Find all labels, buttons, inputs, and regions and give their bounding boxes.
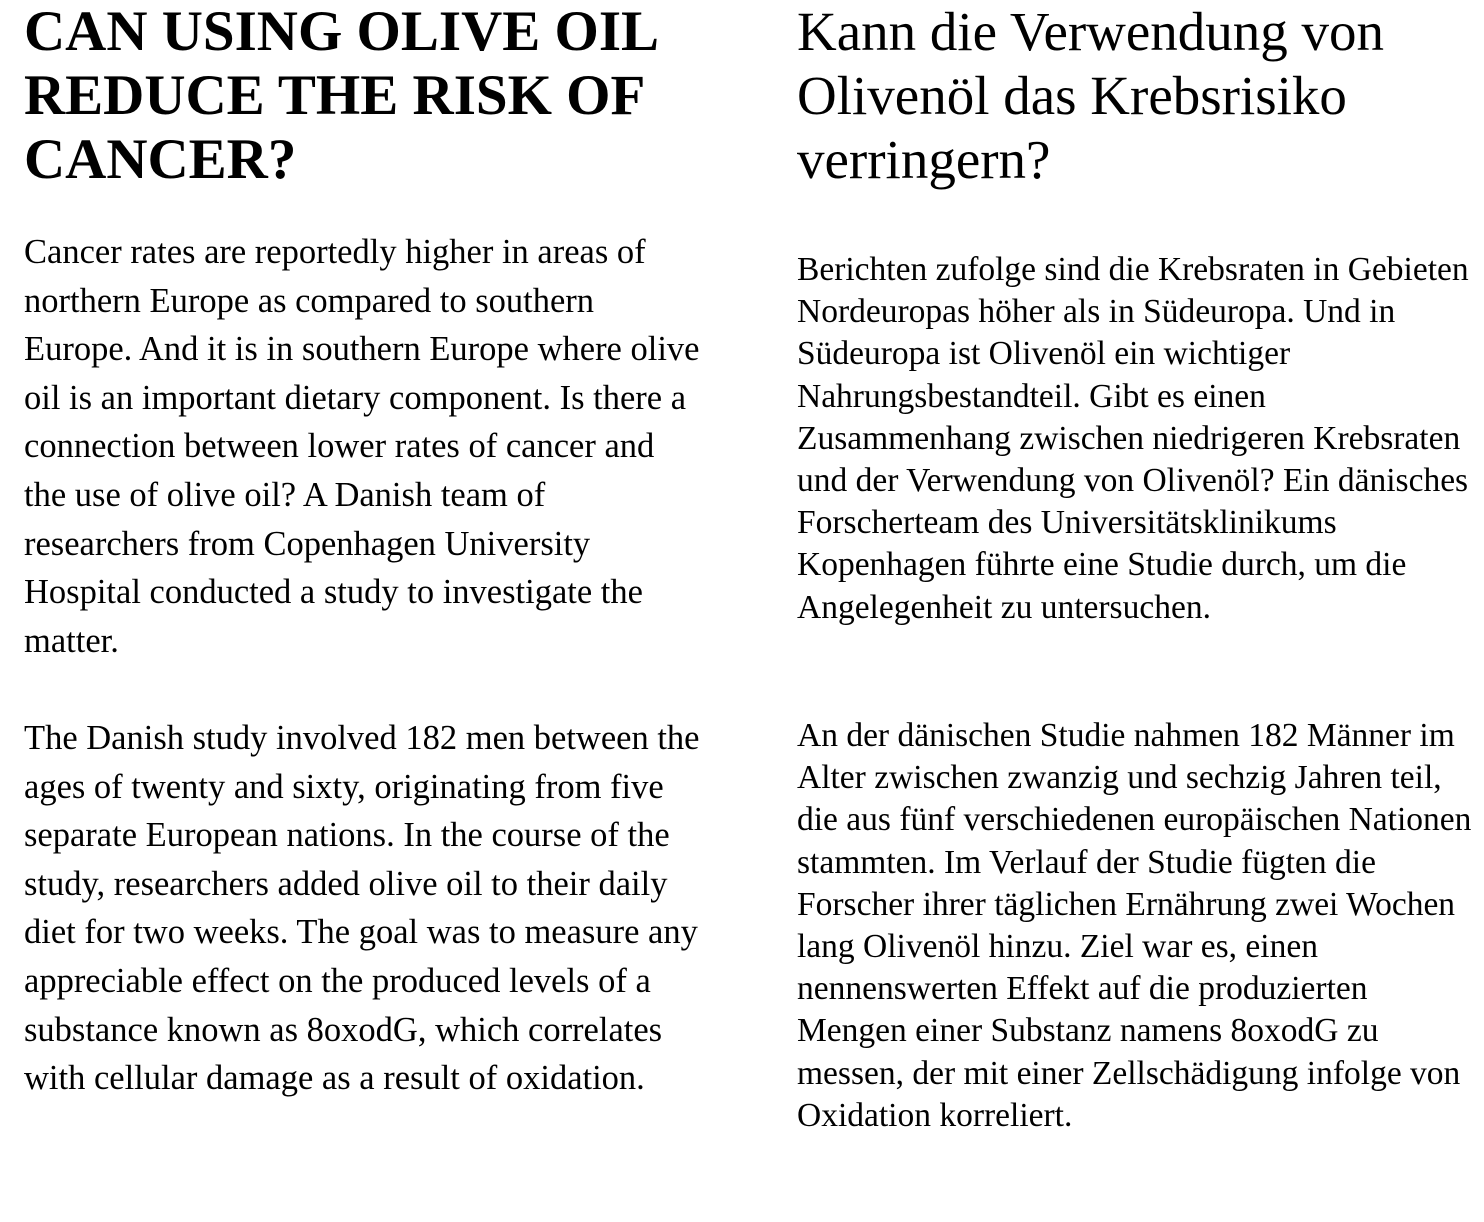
english-title: CAN USING OLIVE OIL REDUCE THE RISK OF CANCER? [24, 0, 656, 191]
german-paragraph-2: An der dänischen Studie nahmen 182 Männer im Alter zwischen zwanzig und sechzig Jahren teil, die aus fünf verschiedenen europäischen Nationen stammten. Im Verlauf der Studie fügten die Forscher ihrer täglichen Ernährung zwei Wochen lang Olivenöl hinzu. Ziel war es, einen nennenswerten Effekt auf die produzierten Mengen einer Substanz namens 8oxodG zu messen, der mit einer Zellschädigung infolge von Oxidation korreliert. [797, 717, 1472, 1134]
german-title: Kann die Verwendung von Olivenöl das Krebsrisiko verringern? [797, 1, 1385, 190]
german-paragraph-1: Berichten zufolge sind die Krebsraten in Gebieten Nordeuropas höher als in Südeuropa. Und in Südeuropa ist Olivenöl ein wichtiger Nahrungsbestandteil. Gibt es einen Zusammenhang zwischen niedrigeren Krebsraten und der Verwendung von Olivenöl? Ein dänisches Forscherteam des Universitätsklinikums Kopenhagen führte eine Studie durch, um die Angelegenheit zu untersuchen. [797, 251, 1469, 626]
english-paragraph-2: The Danish study involved 182 men between the ages of twenty and sixty, originating from five separate European nations. In the course of the study, researchers added olive oil to their daily diet for two weeks. The goal was to measure any appreciable effect on the produced levels of a substance known as 8oxodG, which correlates with cellular damage as a result of oxidation. [24, 719, 700, 1098]
english-paragraph-1: Cancer rates are reportedly higher in areas of northern Europe as compared to southern Europe. And it is in southern Europe where olive oil is an important dietary component. Is there a connection between lower rates of cancer and the use of olive oil? A Danish team of researchers from Copenhagen University Hospital conducted a study to investigate the matter. [24, 233, 700, 660]
